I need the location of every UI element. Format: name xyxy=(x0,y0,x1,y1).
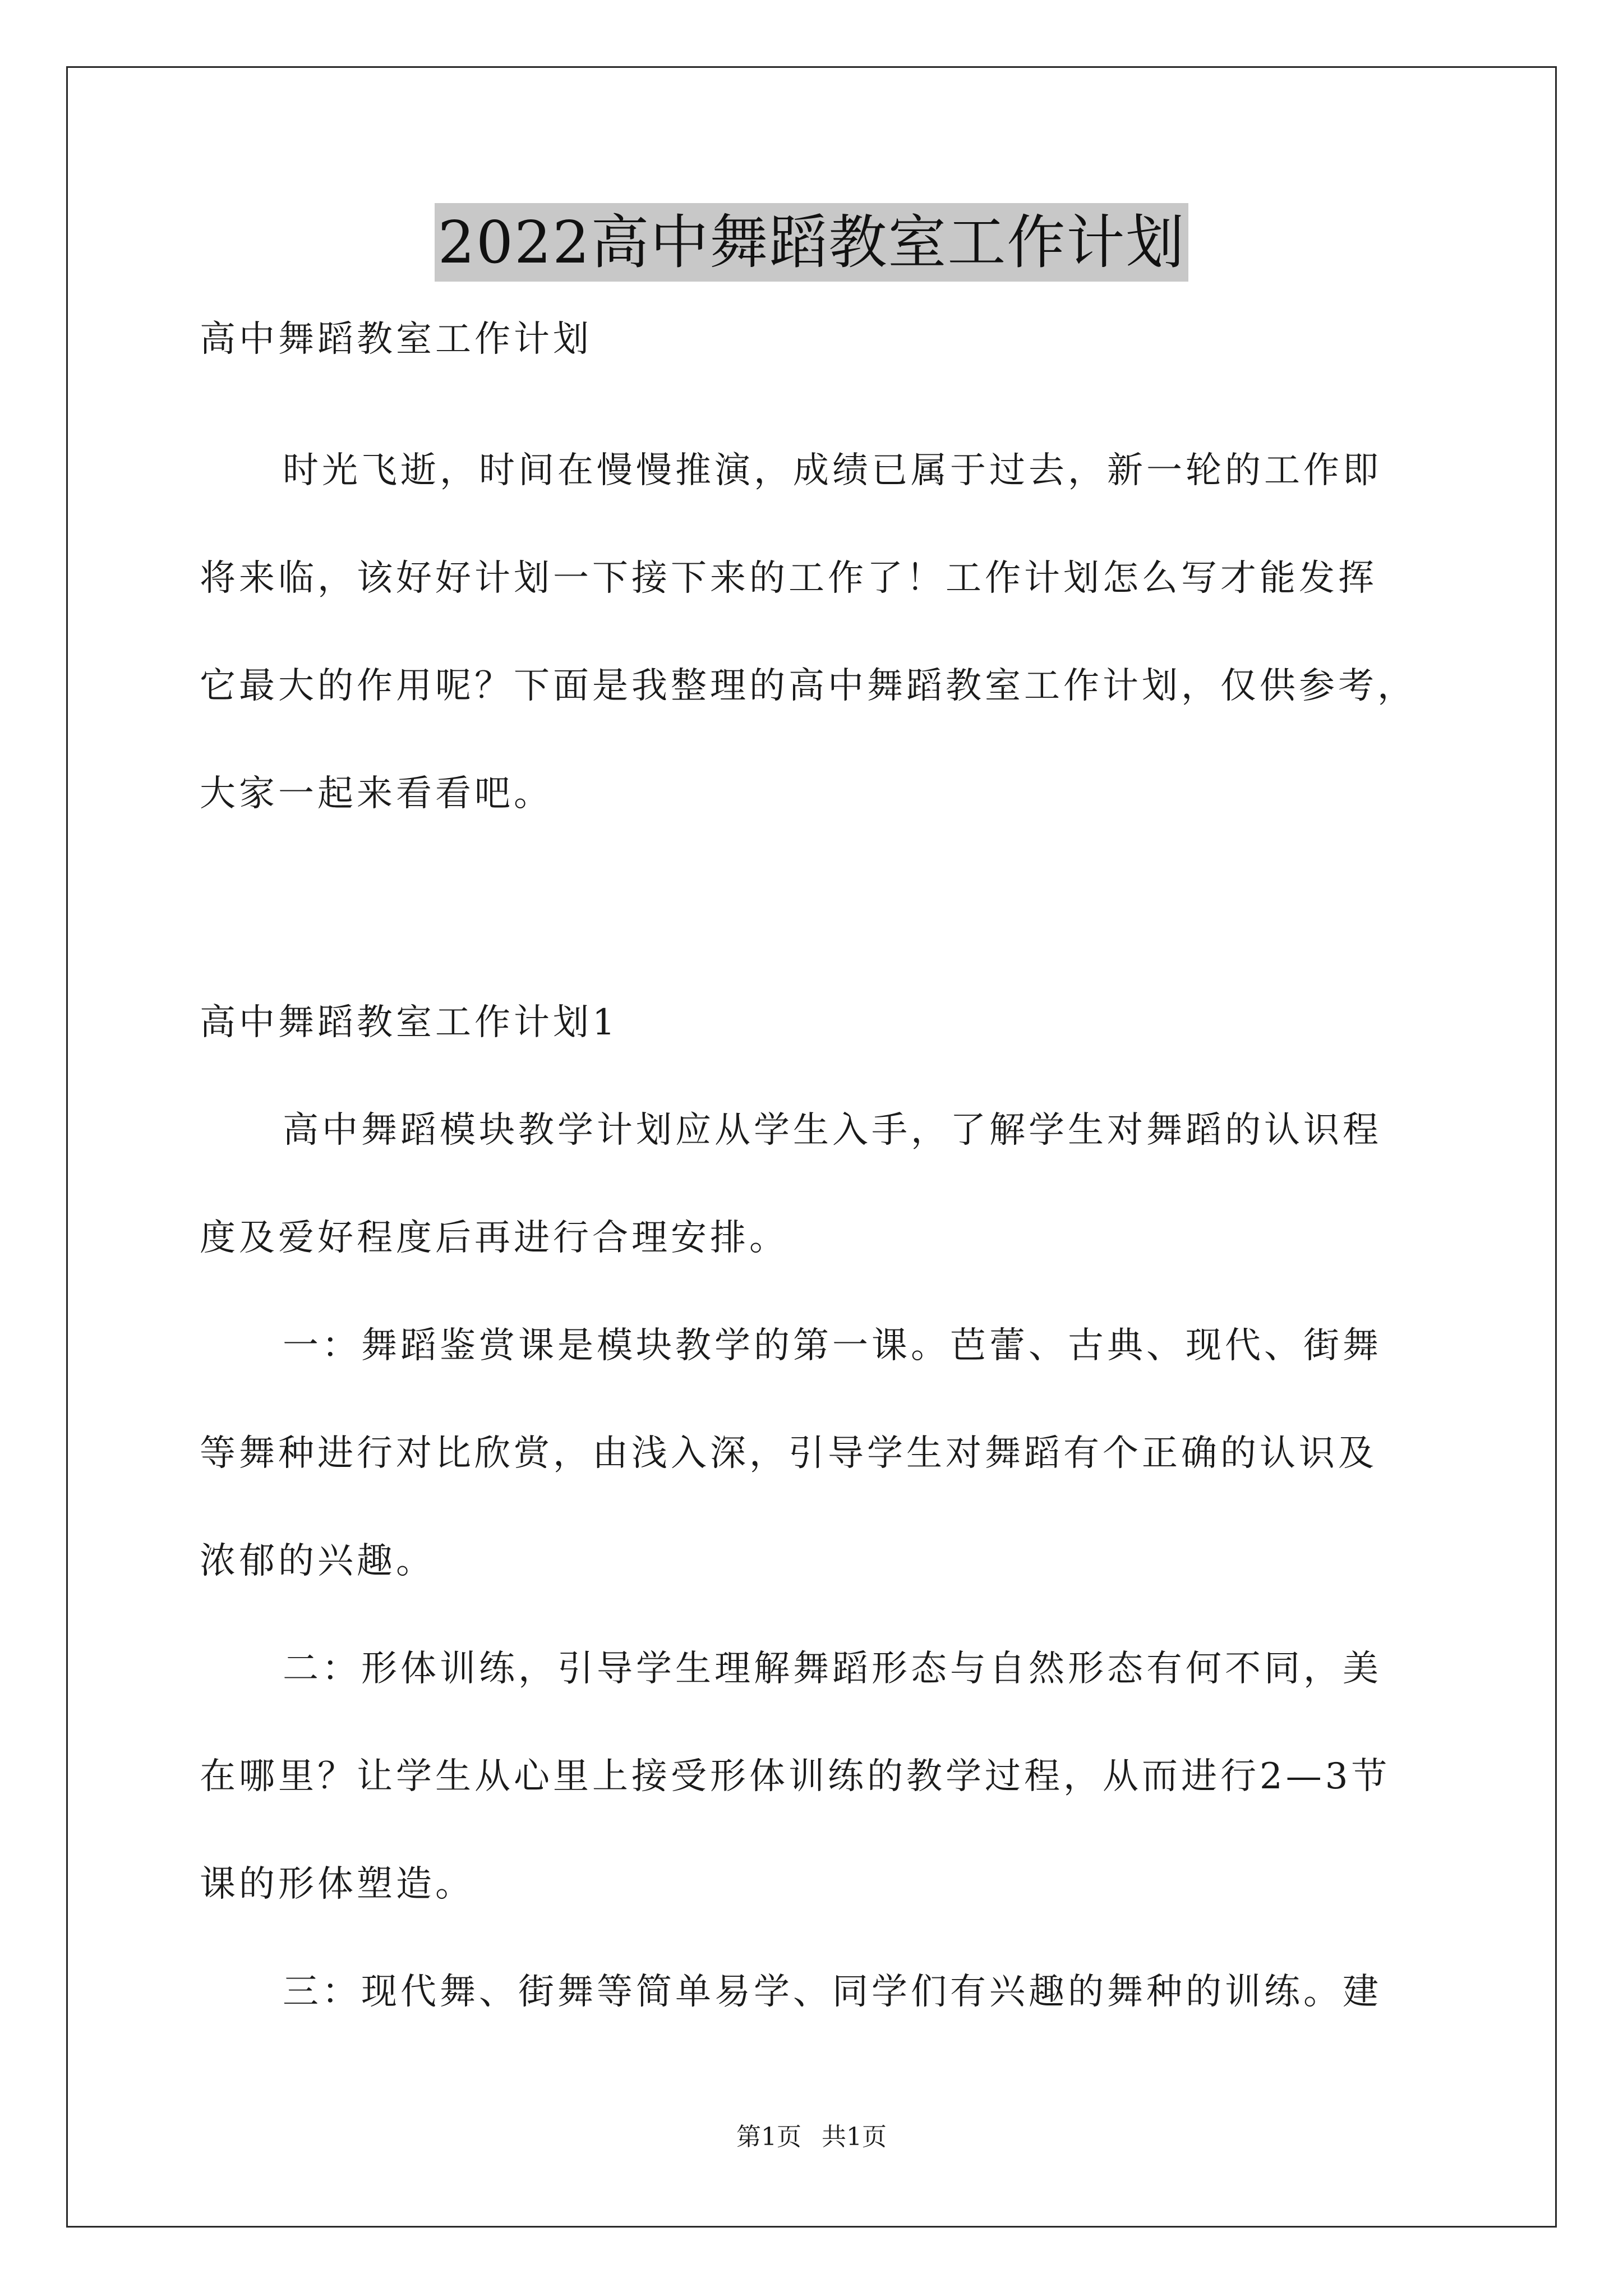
paragraph-line: 将来临，该好好计划一下接下来的工作了！工作计划怎么写才能发挥 xyxy=(200,558,1377,599)
paragraph-line: 度及爱好程度后再进行合理安排。 xyxy=(200,1217,789,1259)
paragraph-line: 时光飞逝，时间在慢慢推演，成绩已属于过去，新一轮的工作即 xyxy=(283,450,1382,491)
paragraph-line: 一：舞蹈鉴赏课是模块教学的第一课。芭蕾、古典、现代、街舞 xyxy=(283,1325,1382,1366)
paragraph-line: 浓郁的兴趣。 xyxy=(200,1540,435,1582)
title-wrap xyxy=(0,203,1623,282)
paragraph-line: 三：现代舞、街舞等简单易学、同学们有兴趣的舞种的训练。建 xyxy=(283,1971,1382,2013)
page-footer xyxy=(0,2120,1623,2154)
paragraph-line: 高中舞蹈模块教学计划应从学生入手，了解学生对舞蹈的认识程 xyxy=(283,1110,1382,1151)
page-number-current: 第1页 xyxy=(736,2123,801,2151)
document-title: 2022高中舞蹈教室工作计划 xyxy=(435,203,1189,282)
paragraph-line: 等舞种进行对比欣赏，由浅入深，引导学生对舞蹈有个正确的认识及 xyxy=(200,1433,1377,1474)
paragraph-line: 在哪里？让学生从心里上接受形体训练的教学过程，从而进行2—3节 xyxy=(200,1756,1391,1797)
page-number-total: 共1页 xyxy=(822,2123,887,2151)
section-heading: 高中舞蹈教室工作计划 xyxy=(200,319,592,360)
paragraph-line: 课的形体塑造。 xyxy=(200,1864,474,1905)
section-heading: 高中舞蹈教室工作计划1 xyxy=(200,1002,619,1043)
paragraph-line: 它最大的作用呢？下面是我整理的高中舞蹈教室工作计划，仅供参考， xyxy=(200,665,1417,707)
paragraph-line: 二：形体训练，引导学生理解舞蹈形态与自然形态有何不同，美 xyxy=(283,1648,1382,1690)
paragraph-line: 大家一起来看看吧。 xyxy=(200,773,553,815)
